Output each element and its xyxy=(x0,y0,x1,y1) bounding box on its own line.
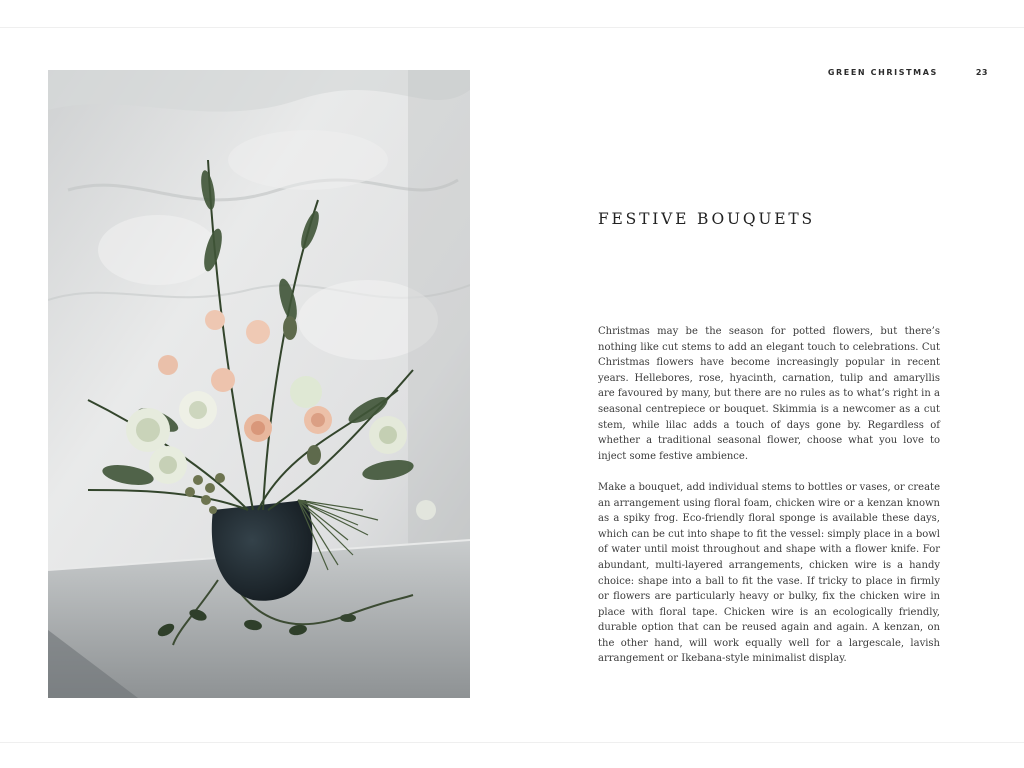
flower-bouquet-photo xyxy=(48,70,470,698)
page-number: 23 xyxy=(975,68,988,77)
bouquet-illustration xyxy=(48,70,470,698)
article-body xyxy=(598,324,940,683)
body-paragraph: Christmas may be the season for potted flowers, but there’s nothing like cut stems to add an elegant touch to celebrations. Cut Christmas flowers have become increasingly popular in recent years. Hellebores, rose, hyacinth, carnation, tulip and amaryllis are favoured by many, but there are no rules as to what’s right in a seasonal centrepiece or bouquet. Skimmia is a newcomer as a cut stem, while lilac adds a touch of days gone by. Regardless of whether a traditional seasonal flower, choose what you love to inject some festive ambience. xyxy=(598,326,940,462)
article-title: FESTIVE BOUQUETS xyxy=(598,210,815,228)
body-paragraph: Make a bouquet, add individual stems to bottles or vases, or create an arrangement using floral foam, chicken wire or a kenzan known as a spiky frog. Eco-friendly floral sponge is available these days, which can be cut into shape to fit the vessel: simply place in a bowl of water until moist throughout and shape with a flower knife. For abundant, multi-layered arrangements, chicken wire is a handy choice: shape into a ball to fit the vase. If tricky to place in firmly or flowers are particularly heavy or bulky, fix the chicken wire in place with floral tape. Chicken wire is an ecologically friendly, durable option that can be reused again and again. A kenzan, on the other hand, will work equally well for a largescale, lavish arrangement or Ikebana-style minimalist display. xyxy=(598,481,940,665)
section-name: GREEN CHRISTMAS xyxy=(827,68,938,77)
running-header xyxy=(828,68,988,77)
